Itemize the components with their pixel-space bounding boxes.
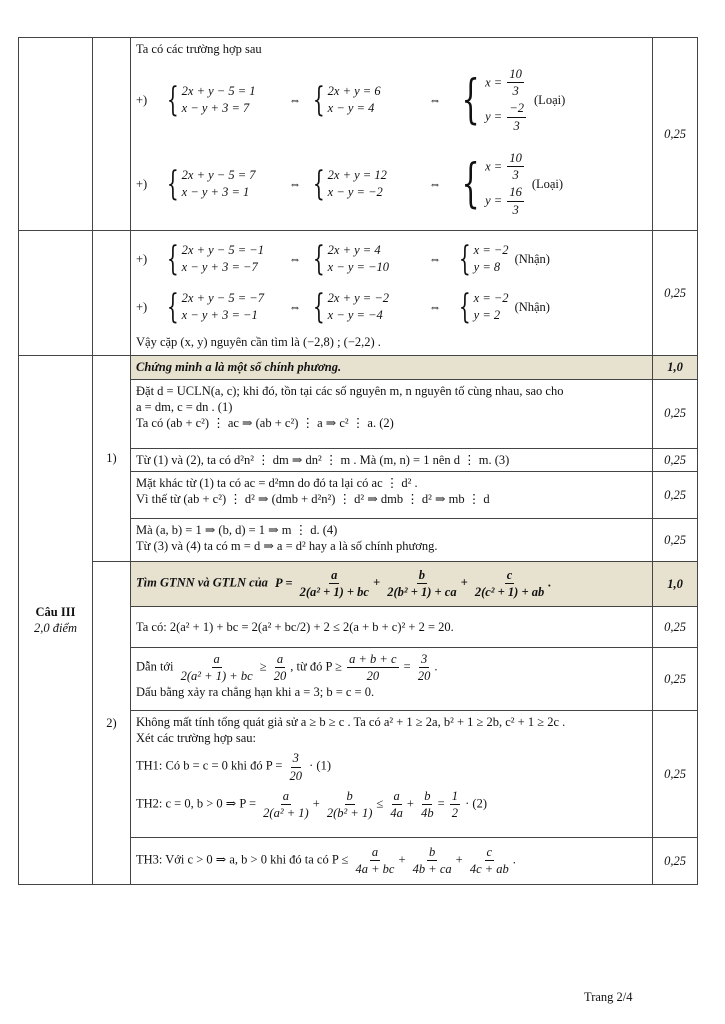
equivalent-icon: ⇔ <box>288 300 302 315</box>
equation-system: { 2x + y − 5 = 7 x − y + 3 = 1 <box>166 164 256 205</box>
score-cell: 0,25 <box>653 231 698 356</box>
equivalent-icon: ⇔ <box>428 252 442 267</box>
equivalent-icon: ⇔ <box>428 93 442 108</box>
part-cell-empty <box>93 38 131 231</box>
score-cell: 0,25 <box>653 606 698 647</box>
brace-icon: { <box>461 70 480 131</box>
table-row <box>19 231 698 356</box>
brace-icon: { <box>312 80 325 121</box>
text-line: Không mất tính tổng quát giả sử a ≥ b ≥ c . Ta có a² + 1 ≥ 2a, b² + 1 ≥ 2b, c² + 1 ≥ 2c . <box>136 714 566 729</box>
case-note: (Loại) <box>531 177 564 192</box>
question-points: 2,0 điểm <box>33 621 78 635</box>
case-row: +) { 2x + y − 5 = 1 x − y + 3 = 7 ⇔ { 2x + y = 6 x − y = 4 ⇔ { x = $\frac{10}{3}$ y = $\frac{-2}{3}$ (Loại) <box>136 66 566 134</box>
case-row: +) { 2x + y − 5 = −1 x − y + 3 = −7 ⇔ { 2x + y = 4 x − y = −10 ⇔ { x = −2 y = 8 (Nhận) <box>136 239 550 280</box>
brace-icon: { <box>461 154 480 215</box>
answer-table <box>18 37 698 885</box>
equation-system: { 2x + y = 4 x − y = −10 <box>312 239 390 280</box>
fraction: $\frac{-2}{3}$ <box>509 101 525 134</box>
score-cell: 0,25 <box>653 647 698 710</box>
solution-cell <box>131 38 653 231</box>
equation-system: { 2x + y − 5 = −1 x − y + 3 = −7 <box>166 239 264 280</box>
score-cell: 0,25 <box>653 837 698 884</box>
text-line: Dấu bằng xảy ra chẳng hạn khi a = 3; b = c = 0. <box>136 685 375 700</box>
equivalent-icon: ⇔ <box>288 177 302 192</box>
brace-icon: { <box>166 239 179 280</box>
conclusion-text: Vậy cặp (x, y) nguyên cần tìm là (−2,8) ; (−2,2) . <box>136 335 381 350</box>
equation-system: { x = −2 y = 8 <box>458 239 509 280</box>
case-note: (Loại) <box>534 93 566 108</box>
header-score: 1,0 <box>653 356 698 379</box>
score-cell: 0,25 <box>653 379 698 448</box>
score-cell: 0,25 <box>653 710 698 837</box>
fraction: $\frac{c}{\text{2(c² + 1) + ab}}$ <box>474 568 545 600</box>
solution-cell <box>131 647 653 710</box>
text-line: Ta có: 2(a² + 1) + bc = 2(a² + bc/2) + 2 ≤ 2(a + b + c)² + 2 = 20. <box>136 619 454 634</box>
part-number: 1) <box>93 356 131 562</box>
text-line: Mà (a, b) = 1 ⇒ (b, d) = 1 ⇒ m ⋮ d. (4) <box>136 522 338 537</box>
brace-icon: { <box>166 80 179 121</box>
text-line: Ta có (ab + c²) ⋮ ac ⇒ (ab + c²) ⋮ a ⇒ c² ⋮ a. (2) <box>136 416 394 430</box>
case-note: (Nhận) <box>514 252 550 267</box>
header-score: 1,0 <box>653 561 698 606</box>
fraction: $\frac{a}{\text{2(a² + 1) + bc}}$ <box>299 568 369 600</box>
brace-icon: { <box>166 287 179 328</box>
table-row <box>19 356 698 379</box>
brace-icon: { <box>458 239 471 280</box>
case-row: +) { 2x + y − 5 = −7 x − y + 3 = −1 ⇔ { 2x + y = −2 x − y = −4 ⇔ { x = −2 y = 2 (Nhận) <box>136 287 550 328</box>
part-header: Tìm GTNN và GTLN của P = $\frac{a}{\text{2(a² + 1) + bc}}$ + $\frac{b}{\text{2(b² + 1) + ca}}$ + $\frac{c}{\text{2(c² + 1) + ab}}$ . <box>131 561 653 606</box>
brace-icon: { <box>312 239 325 280</box>
page-number: Trang 2/4 <box>584 990 633 1004</box>
table-row <box>19 561 698 606</box>
brace-icon: { <box>166 164 179 205</box>
equation-system: { 2x + y − 5 = 1 x − y + 3 = 7 <box>166 80 256 121</box>
question-label: Câu III <box>35 604 76 619</box>
text-line: TH1: Có b = c = 0 khi đó P = $\frac{3}{20}$ · (1) <box>136 751 332 783</box>
solution-cell: TH3: Với c > 0 ⇒ a, b > 0 khi đó ta có P ≤ $\frac{a}{4a + bc}$ + $\frac{b}{4b + ca}$ + $\frac{c}{4c + ab}$ . <box>131 837 653 884</box>
fraction: $\frac{10}{3}$ <box>509 150 522 183</box>
text-line: Vì thế từ (ab + c²) ⋮ d² ⇒ (dmb + d²n²) ⋮ d² ⇒ dmb ⋮ d² ⇒ mb ⋮ d <box>136 492 490 506</box>
equation-system: { 2x + y = −2 x − y = −4 <box>312 287 390 328</box>
solution-cell <box>131 518 653 561</box>
solution-cell <box>131 379 653 448</box>
text-line: Xét các trường hợp sau: <box>136 731 256 745</box>
case-note: (Nhận) <box>514 300 550 315</box>
text-line: TH2: c = 0, b > 0 ⇒ P = $\frac{a}{\text{2(a² + 1)}}$ + $\frac{b}{\text{2(b² + 1)}}$ ≤ $\frac{a}{4a}$ + $\frac{b}{4b}$ = $\frac{1}{2}$ · (2) <box>136 788 488 820</box>
score-cell: 0,25 <box>653 471 698 518</box>
score-cell: 0,25 <box>653 518 698 561</box>
question-label-cell <box>19 356 93 885</box>
text-line: Từ (3) và (4) ta có m = d ⇒ a = d² hay a là số chính phương. <box>136 539 438 553</box>
equation-system: { 2x + y = 12 x − y = −2 <box>312 164 387 205</box>
part-number: 2) <box>93 561 131 884</box>
fraction: $\frac{b}{\text{2(b² + 1) + ca}}$ <box>387 568 457 600</box>
fraction: $\frac{16}{3}$ <box>509 185 522 218</box>
question-cell-empty <box>19 38 93 231</box>
equivalent-icon: ⇔ <box>288 252 302 267</box>
brace-icon: { <box>312 287 325 328</box>
text-line: Đặt d = UCLN(a, c); khi đó, tồn tại các số nguyên m, n nguyên tố cùng nhau, sao cho <box>136 383 564 398</box>
score-cell: 0,25 <box>653 448 698 471</box>
solution-system: { x = $\frac{10}{3}$ y = $\frac{16}{3}$ <box>461 150 522 218</box>
solution-cell <box>131 606 653 647</box>
equivalent-icon: ⇔ <box>428 177 442 192</box>
brace-icon: { <box>458 287 471 328</box>
part-header: Chứng minh a là một số chính phương. <box>131 356 653 379</box>
solution-system: { x = $\frac{10}{3}$ y = $\frac{-2}{3}$ <box>461 66 525 134</box>
text-line: Mặt khác từ (1) ta có ac = d²mn do đó ta lại có ac ⋮ d² . <box>136 475 418 490</box>
brace-icon: { <box>312 164 325 205</box>
intro-text: Ta có các trường hợp sau <box>136 42 262 56</box>
text-line: Từ (1) và (2), ta có d²n² ⋮ dm ⇒ dn² ⋮ m . Mà (m, n) = 1 nên d ⋮ m. (3) <box>136 452 510 467</box>
equivalent-icon: ⇔ <box>288 93 302 108</box>
score-cell: 0,25 <box>653 38 698 231</box>
solution-cell <box>131 710 653 837</box>
fraction: $\frac{10}{3}$ <box>509 66 522 99</box>
solution-cell <box>131 448 653 471</box>
equation-system: { 2x + y = 6 x − y = 4 <box>312 80 381 121</box>
text-line: a = dm, c = dn . (1) <box>136 399 233 414</box>
case-row: +) { 2x + y − 5 = 7 x − y + 3 = 1 ⇔ { 2x + y = 12 x − y = −2 ⇔ { x = $\frac{10}{3}$ y = $\frac{16}{3}$ (Loại) <box>136 150 564 218</box>
solution-cell <box>131 231 653 356</box>
equation-system: { 2x + y − 5 = −7 x − y + 3 = −1 <box>166 287 264 328</box>
solution-cell <box>131 471 653 518</box>
text-line: Dẫn tới $\frac{a}{\text{2(a² + 1) + bc}}$ ≥ $\frac{a}{20}$ , từ đó P ≥ $\frac{a + b + c}{20}$ = $\frac{3}{20}$ . <box>136 651 438 683</box>
table-row <box>19 38 698 231</box>
equation-system: { x = −2 y = 2 <box>458 287 509 328</box>
equivalent-icon: ⇔ <box>428 300 442 315</box>
